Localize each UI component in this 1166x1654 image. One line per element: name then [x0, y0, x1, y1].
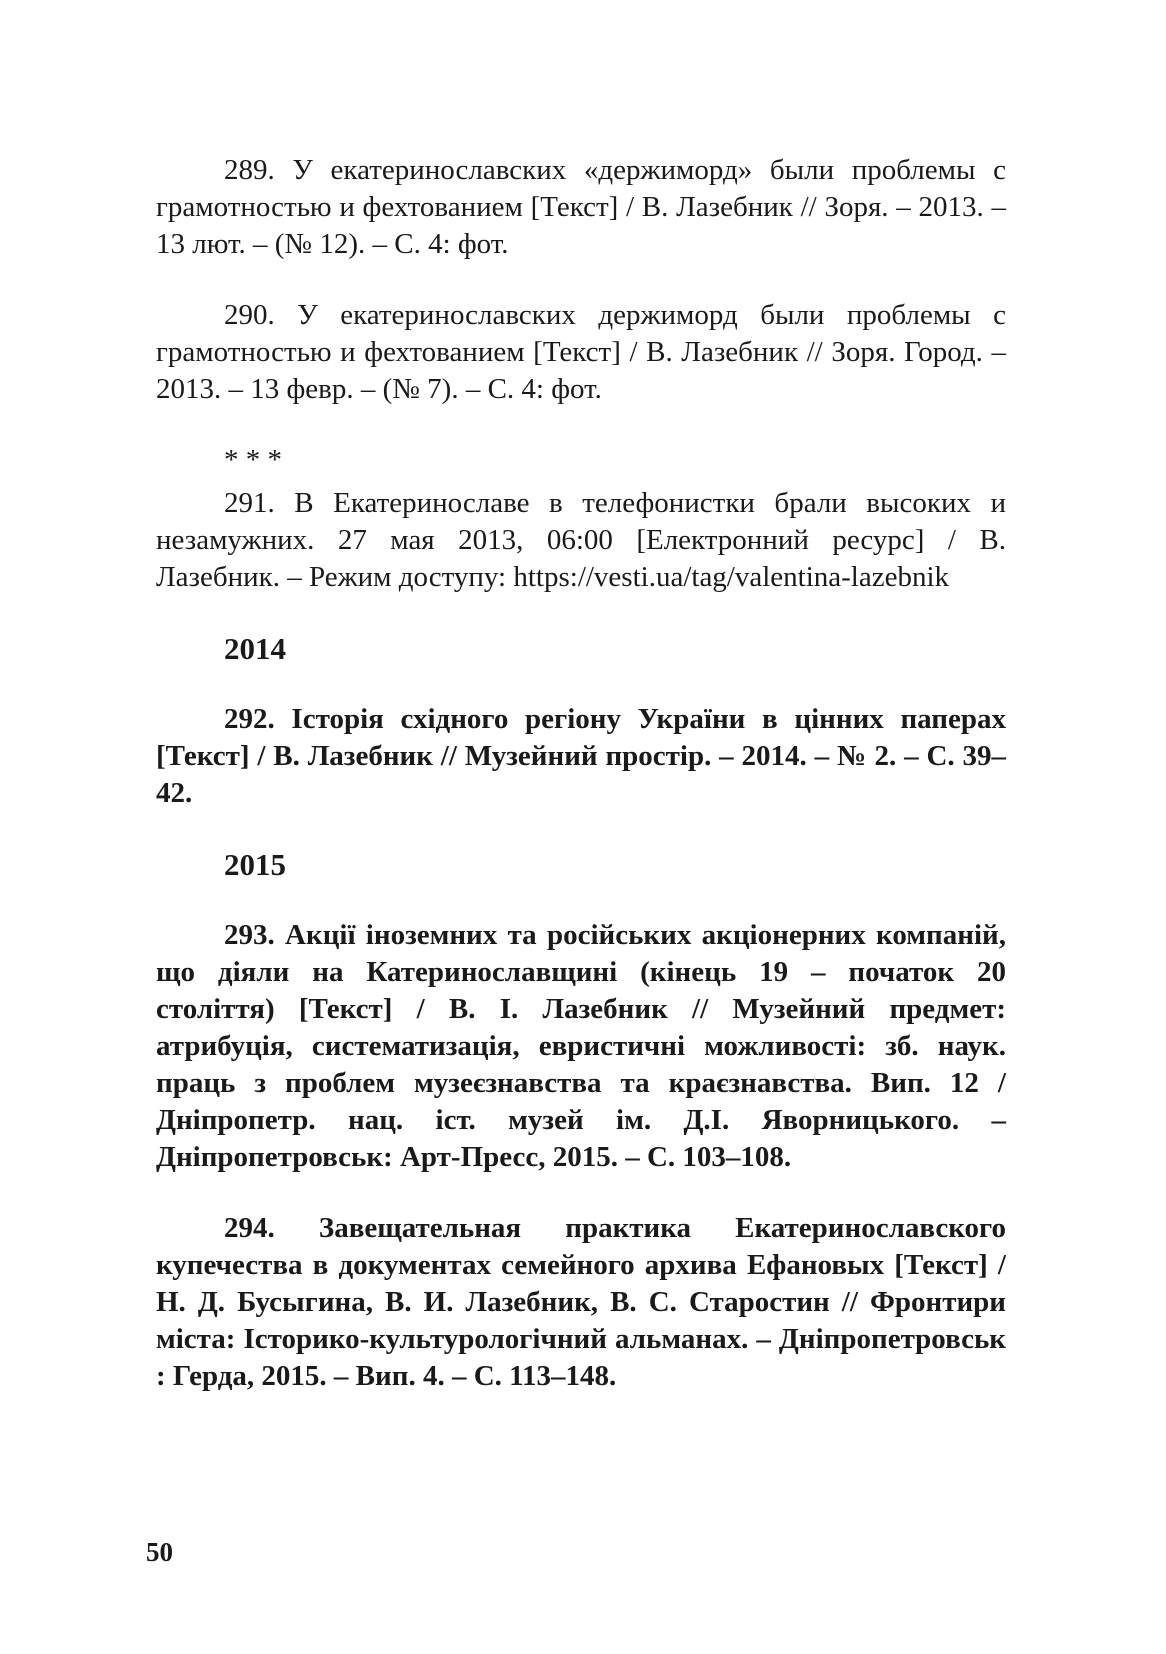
spacer — [156, 596, 1006, 630]
spacer — [156, 883, 1006, 917]
page-content — [156, 152, 1006, 1395]
spacer — [156, 408, 1006, 442]
year-heading-2015: 2015 — [224, 847, 286, 882]
bibliography-entry-294: 294. Завещательная практика Екатеринославского купечества в документах семейного архива Ефановых [Текст] / Н. Д. Бусыгина, В. И. Лазебник, В. С. Старостин // Фронтири міста: Історико-культурологічний альманах. – Дніпропетровськ : Герда, 2015. – Вип. 4. – С. 113–148. — [156, 1212, 1006, 1392]
spacer — [156, 667, 1006, 701]
spacer — [156, 812, 1006, 846]
year-heading-2014: 2014 — [224, 631, 286, 666]
spacer — [156, 263, 1006, 297]
page-number: 50 — [146, 1537, 173, 1567]
bibliography-entry-290: 290. У екатеринославских держиморд были проблемы с грамотностью и фехтованием [Текст] / В. Лазебник // Зоря. Город. – 2013. – 13 февр. – (№ 7). – С. 4: фот. — [156, 299, 1006, 405]
bibliography-entry-289: 289. У екатеринославских «держиморд» были проблемы с грамотностью и фехтованием [Текст] / В. Лазебник // Зоря. – 2013. – 13 лют. – (№ 12). – С. 4: фот. — [156, 154, 1006, 260]
bibliography-entry-291: 291. В Екатеринославе в телефонистки брали высоких и незамужних. 27 мая 2013, 06:00 [Електронний ресурс] / В. Лазебник. – Режим доступу: https://vesti.ua/tag/valentina-lazebnik — [156, 487, 1006, 593]
section-separator: * * * — [224, 444, 282, 476]
bibliography-entry-292: 292. Історія східного регіону України в цінних паперах [Текст] / В. Лазебник // Музейний простір. – 2014. – № 2. – С. 39–42. — [156, 703, 1006, 809]
bibliography-entry-293: 293. Акції іноземних та російських акціонерних компаній, що діяли на Катеринославщині (кінець 19 – початок 20 століття) [Текст] / В. І. Лазебник // Музейний предмет: атрибуція, систематизація, евристичні можливості: зб. наук. праць з проблем музеєзнавства та краєзнавства. Вип. 12 / Дніпропетр. нац. іст. музей ім. Д.І. Яворницького. – Дніпропетровськ: Арт-Пресс, 2015. – С. 103–108. — [156, 919, 1006, 1173]
spacer — [156, 1176, 1006, 1210]
